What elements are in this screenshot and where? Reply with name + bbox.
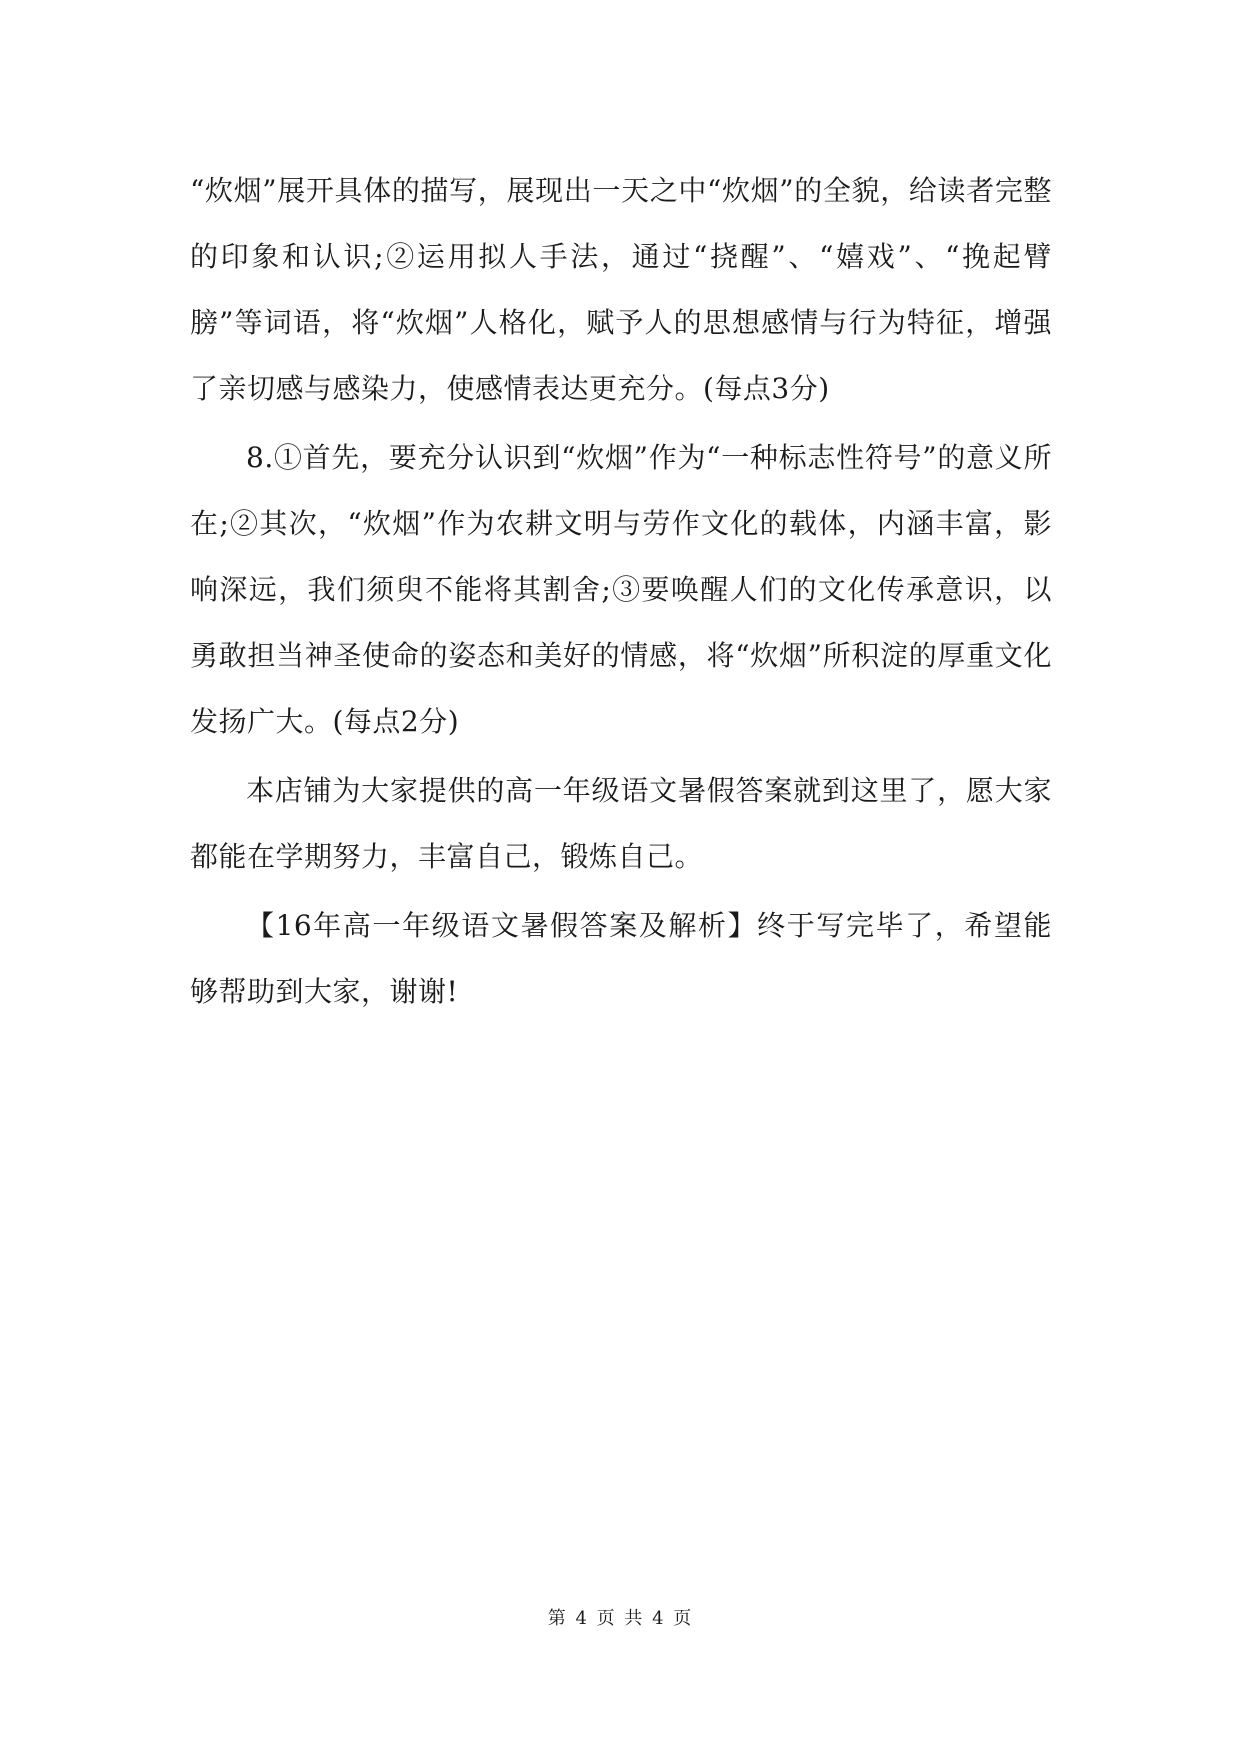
page-footer [0,1607,1241,1631]
paragraph-closing-note: 本店铺为大家提供的高一年级语文暑假答案就到这里了，愿大家都能在学期努力，丰富自己，锻炼自己。 [190,774,1052,873]
paragraph-answer-8: 8.①首先，要充分认识到“炊烟”作为“一种标志性符号”的意义所在;②其次，“炊烟”作为农耕文明与劳作文化的载体，内涵丰富，影响深远，我们须臾不能将其割舍;③要唤醒人们的文化传承意识，以勇敢担当神圣使命的姿态和美好的情感，将“炊烟”所积淀的厚重文化发扬广大。(每点2分) [190,441,1052,738]
page-number-label: 第 4 页 共 4 页 [547,1608,694,1629]
paragraph-answer-7-continued: “炊烟”展开具体的描写，展现出一天之中“炊烟”的全貌，给读者完整的印象和认识;②运用拟人手法，通过“挠醒”、“嬉戏”、“挽起臂膀”等词语，将“炊烟”人格化，赋予人的思想感情与行为特征，增强了亲切感与感染力，使感情表达更充分。(每点3分) [190,174,1052,405]
document-body [190,158,1052,1028]
paragraph-closing-thanks: 【16年高一年级语文暑假答案及解析】终于写完毕了，希望能够帮助到大家，谢谢! [190,909,1052,1008]
